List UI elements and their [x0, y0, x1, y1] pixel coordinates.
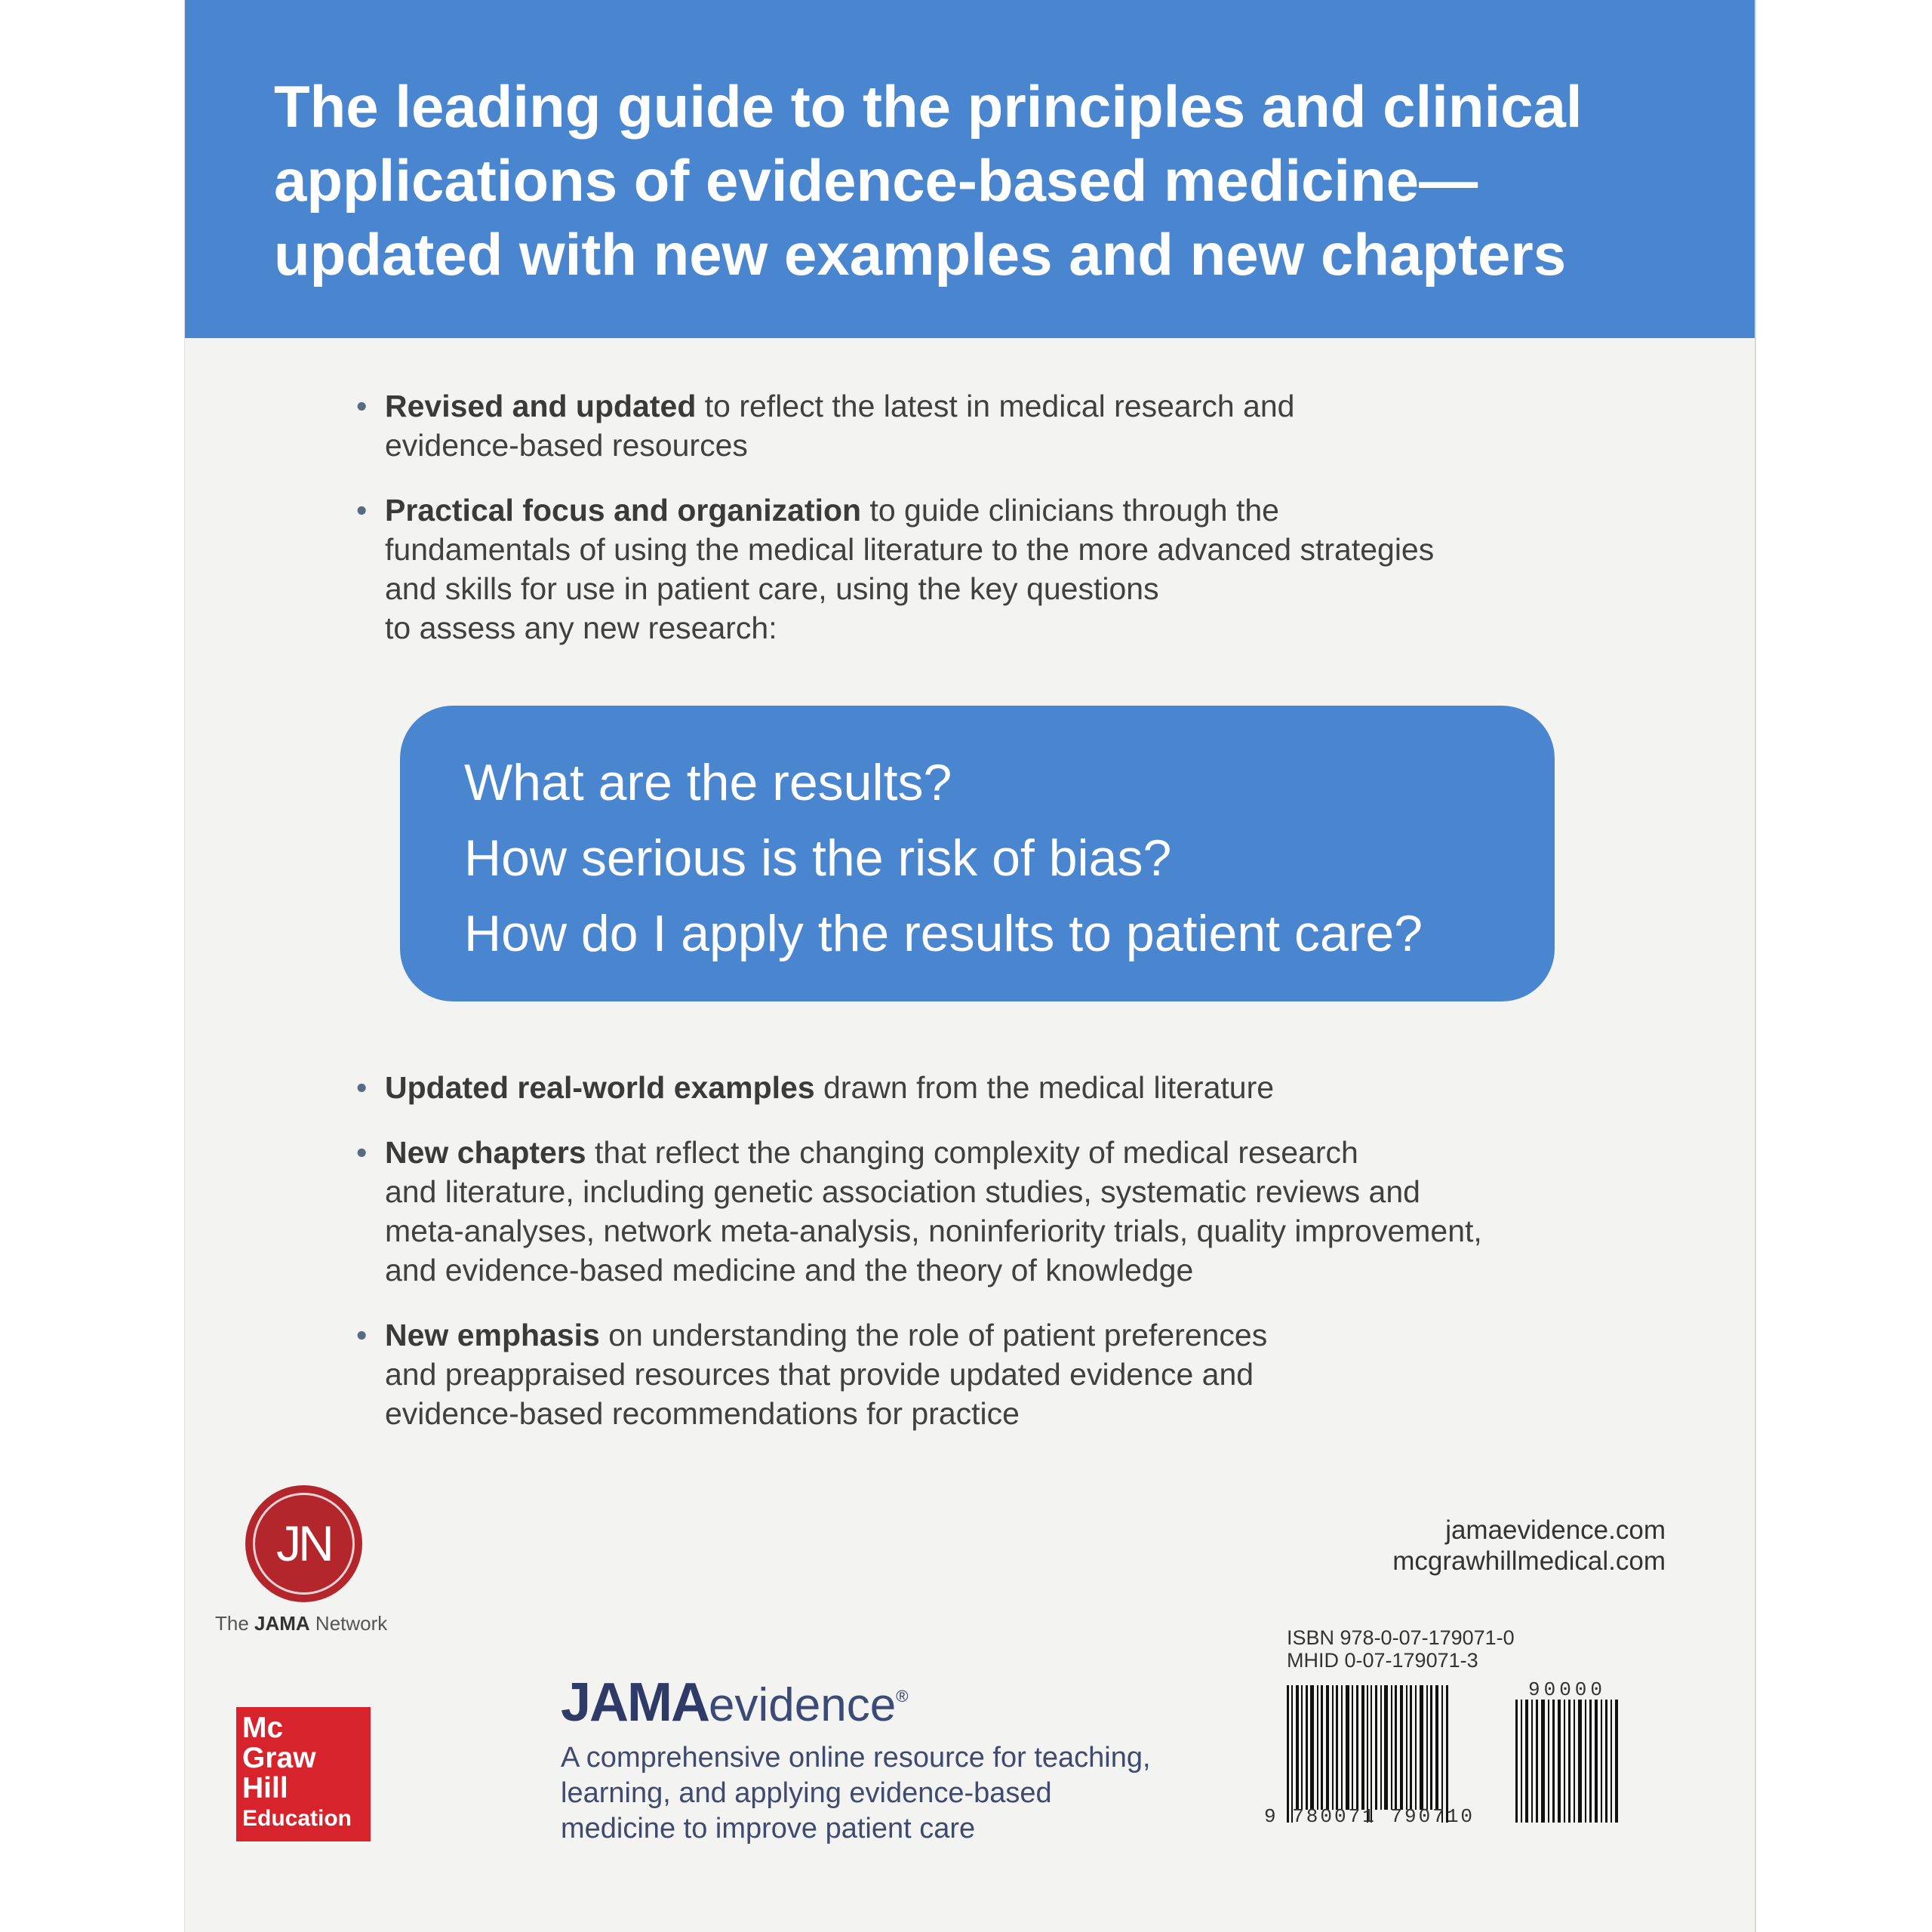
- header-band: [185, 0, 1755, 338]
- feature-bold: New emphasis: [385, 1318, 600, 1352]
- feature-text: evidence-based recommendations for practice: [385, 1396, 1020, 1431]
- book-back-cover: [185, 0, 1755, 1932]
- mcgraw-hill-logo: Mc Graw Hill Education: [236, 1707, 371, 1841]
- feature-text: drawn from the medical literature: [814, 1070, 1275, 1105]
- feature-text: to guide clinicians through the: [861, 493, 1279, 528]
- feature-text: meta-analyses, network meta-analysis, noninferiority trials, quality improvement,: [385, 1214, 1482, 1248]
- bullet-icon: •: [356, 1318, 368, 1352]
- mhid-text: MHID 0-07-179071-3: [1287, 1649, 1478, 1672]
- key-questions-box: [400, 706, 1555, 1001]
- barcode-icon: [1287, 1685, 1453, 1823]
- feature-item: [356, 1315, 1654, 1433]
- feature-text: to assess any new research:: [385, 611, 777, 645]
- feature-list-bottom: [356, 1068, 1654, 1459]
- feature-text: and evidence-based medicine and the theory of knowledge: [385, 1253, 1194, 1287]
- question: How do I apply the results to patient care?: [464, 905, 1423, 962]
- website-links: [1392, 1515, 1666, 1577]
- url: mcgrawhillmedical.com: [1392, 1546, 1666, 1576]
- isbn-block: [1287, 1626, 1515, 1672]
- bullet-icon: •: [356, 389, 368, 423]
- feature-item: [356, 386, 1639, 465]
- feature-text: and skills for use in patient care, using the key questions: [385, 571, 1159, 606]
- barcode-addon-icon: [1515, 1700, 1621, 1823]
- feature-text: fundamentals of using the medical literature to the more advanced strategies: [385, 532, 1435, 567]
- headline-line: updated with new examples and new chapters: [274, 221, 1567, 288]
- feature-list-top: [356, 386, 1639, 673]
- url: jamaevidence.com: [1445, 1515, 1666, 1545]
- feature-text: that reflect the changing complexity of medical research: [586, 1135, 1358, 1170]
- isbn-text: ISBN 978-0-07-179071-0: [1287, 1626, 1515, 1649]
- bullet-icon: •: [356, 1135, 368, 1170]
- bullet-icon: •: [356, 1070, 368, 1105]
- jama-network-logo: JN: [245, 1485, 362, 1602]
- feature-bold: Updated real-world examples: [385, 1070, 815, 1105]
- barcode-digits: 9 780071 790710: [1264, 1805, 1475, 1828]
- question: How serious is the risk of bias?: [464, 829, 1172, 887]
- question: What are the results?: [464, 754, 952, 811]
- feature-text: on understanding the role of patient preferences: [599, 1318, 1268, 1352]
- jama-evidence-logo: JAMAevidence®: [561, 1672, 907, 1733]
- bullet-icon: •: [356, 493, 368, 528]
- feature-text: and literature, including genetic association studies, systematic reviews and: [385, 1174, 1420, 1209]
- headline: [274, 69, 1708, 291]
- feature-text: evidence-based resources: [385, 428, 748, 463]
- feature-bold: Practical focus and organization: [385, 493, 862, 528]
- headline-line: applications of evidence-based medicine—: [274, 147, 1478, 214]
- feature-item: [356, 1133, 1654, 1290]
- barcode-addon-digits: 90000: [1528, 1678, 1607, 1701]
- feature-item: [356, 1068, 1654, 1107]
- feature-text: and preappraised resources that provide updated evidence and: [385, 1357, 1254, 1392]
- feature-bold: Revised and updated: [385, 389, 697, 423]
- feature-bold: New chapters: [385, 1135, 586, 1170]
- feature-text: to reflect the latest in medical research and: [696, 389, 1295, 423]
- feature-item: [356, 491, 1639, 648]
- jama-evidence-description: A comprehensive online resource for teaching, learning, and applying evidence-based medicine to improve patient care: [561, 1742, 1151, 1844]
- headline-line: The leading guide to the principles and clinical: [274, 73, 1583, 140]
- jama-network-label: The JAMA Network: [215, 1612, 388, 1635]
